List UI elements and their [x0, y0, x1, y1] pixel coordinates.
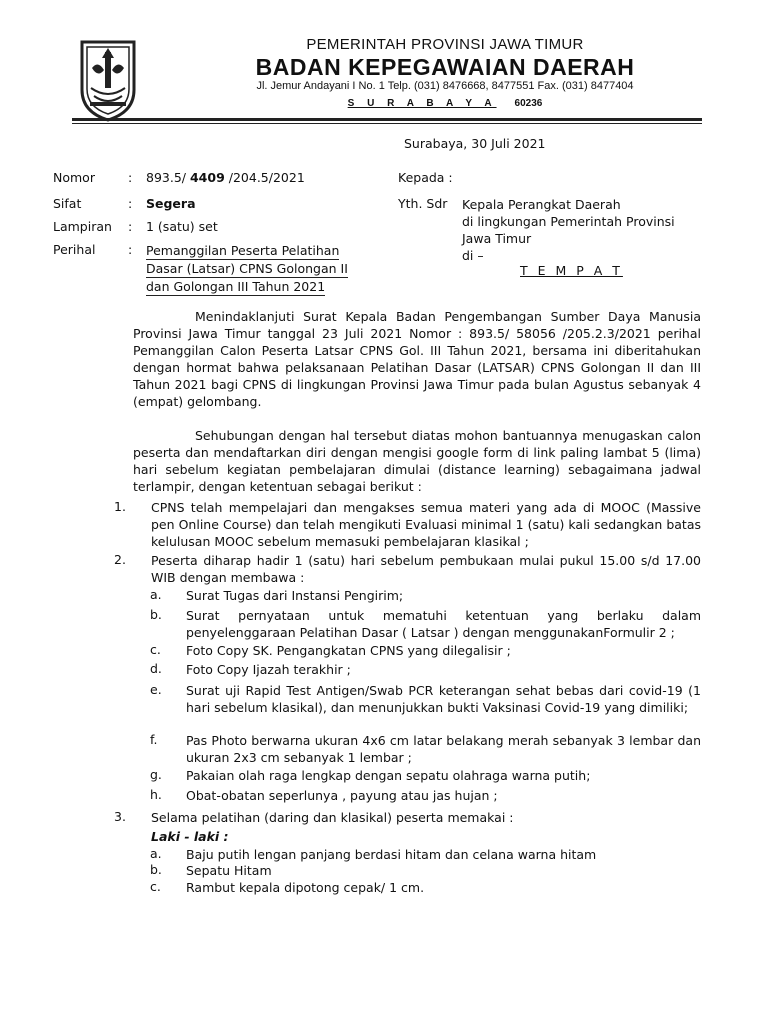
- kepada-label: Kepada :: [398, 170, 453, 185]
- sifat-colon: :: [128, 196, 133, 211]
- letterhead-city: S U R A B A Y A: [347, 98, 497, 109]
- letterhead-government: PEMERINTAH PROVINSI JAWA TIMUR: [306, 36, 584, 53]
- nomor-suffix: /204.5/2021: [224, 170, 305, 185]
- item-2a-letter: a.: [150, 587, 162, 602]
- laki-c-letter: c.: [150, 879, 161, 894]
- paragraph-1: [133, 308, 701, 410]
- nomor-value: [146, 170, 305, 185]
- nomor-label: Nomor: [53, 170, 95, 185]
- recipient-line: Kepala Perangkat Daerah: [462, 197, 621, 212]
- item-3-text: Selama pelatihan (daring dan klasikal) peserta memakai :: [151, 810, 514, 825]
- item-2d-text: Foto Copy Ijazah terakhir ;: [186, 662, 351, 677]
- item-2b-letter: b.: [150, 607, 162, 622]
- paragraph-2-text: Sehubungan dengan hal tersebut diatas mohon bantuannya menugaskan calon peserta dan mendaftarkan diri dengan mengisi google form di link paling lambat 5 (lima) hari sebelum kegiatan pembelajaran dimulai (distance learning) sebagaimana jadwal terlampir, dengan ketentuan sebagai berikut :: [133, 428, 701, 494]
- nomor-number: 4409: [189, 170, 225, 185]
- laki-laki-heading: Laki - laki :: [151, 829, 229, 844]
- lampiran-value: 1 (satu) set: [146, 219, 218, 234]
- laki-a-letter: a.: [150, 846, 162, 861]
- item-2-number: 2.: [114, 552, 126, 567]
- laki-c-text: Rambut kepala dipotong cepak/ 1 cm.: [186, 880, 425, 895]
- letterhead-address: Jl. Jemur Andayani I No. 1 Telp. (031) 8476668, 8477551 Fax. (031) 8477404: [256, 80, 634, 92]
- perihal-label: Perihal: [53, 242, 96, 257]
- letterhead-postcode: 60236: [514, 98, 543, 109]
- paragraph-2: [133, 427, 701, 495]
- lampiran-colon: :: [128, 219, 133, 234]
- sifat-label: Sifat: [53, 196, 82, 211]
- item-3-number: 3.: [114, 809, 126, 824]
- item-2h-text: Obat-obatan seperlunya , payung atau jas hujan ;: [186, 788, 498, 803]
- perihal-value: [146, 242, 362, 296]
- nomor-colon: :: [128, 170, 133, 185]
- item-2e-text: Surat uji Rapid Test Antigen/Swab PCR keterangan sehat bebas dari covid-19 (1 hari sebelum klasikal), dan menunjukkan bukti Vaksinasi Covid-19 yang dimiliki;: [186, 683, 701, 715]
- item-2f-text: Pas Photo berwarna ukuran 4x6 cm latar belakang merah sebanyak 3 lembar dan ukuran 2x3 cm sebanyak 1 lembar ;: [186, 733, 701, 765]
- recipient-line: di lingkungan Pemerintah Provinsi: [462, 214, 675, 229]
- letterhead-divider-thick: [72, 118, 702, 121]
- perihal-line: dan Golongan III Tahun 2021: [146, 279, 326, 294]
- item-1-text: CPNS telah mempelajari dan mengakses semua materi yang ada di MOOC (Massive pen Online Course) dan telah mengikuti Evaluasi minimal 1 (satu) kali sedangkan batas kelulusan MOOC sebelum memasuki pembelajaran klasikal ;: [151, 500, 701, 549]
- provincial-coat-of-arms-icon: [76, 38, 140, 122]
- letterhead-city-postcode: [190, 98, 700, 109]
- item-2c-text: Foto Copy SK. Pengangkatan CPNS yang dilegalisir ;: [186, 643, 511, 658]
- perihal-line: Pemanggilan Peserta Pelatihan: [146, 243, 340, 258]
- laki-a-text: Baju putih lengan panjang berdasi hitam dan celana warna hitam: [186, 847, 597, 862]
- yth-label: Yth. Sdr: [398, 196, 448, 211]
- laki-b-text: Sepatu Hitam: [186, 863, 272, 878]
- item-1-number: 1.: [114, 499, 126, 514]
- lampiran-label: Lampiran: [53, 219, 112, 234]
- item-2-text: Peserta diharap hadir 1 (satu) hari sebelum pembukaan mulai pukul 15.00 s/d 17.00 WIB dengan membawa :: [151, 553, 701, 585]
- item-2e-letter: e.: [150, 682, 162, 697]
- letterhead-divider-thin: [72, 123, 702, 124]
- paragraph-1-text: Menindaklanjuti Surat Kepala Badan Pengembangan Sumber Daya Manusia Provinsi Jawa Timur tanggal 23 Juli 2021 Nomor : 893.5/ 58056 /205.2.3/2021 perihal Pemanggilan Calon Peserta Latsar CPNS Gol. III Tahun 2021, bersama ini diberitahukan dengan hormat bahwa pelaksanaan Pelatihan Dasar (LATSAR) CPNS Golongan II dan III Tahun 2021 bagi CPNS di lingkungan Provinsi Jawa Timur pada bulan Agustus sebanyak 4 (empat) gelombang.: [133, 309, 701, 409]
- item-2d-letter: d.: [150, 661, 162, 676]
- letter-date: Surabaya, 30 Juli 2021: [404, 136, 546, 151]
- item-2g-letter: g.: [150, 767, 162, 782]
- item-2h-letter: h.: [150, 787, 162, 802]
- item-2a-text: Surat Tugas dari Instansi Pengirim;: [186, 588, 404, 603]
- nomor-prefix: 893.5/: [146, 170, 190, 185]
- perihal-line: Dasar (Latsar) CPNS Golongan II: [146, 261, 348, 276]
- recipient-line: Jawa Timur: [462, 231, 532, 246]
- item-2f-letter: f.: [150, 732, 158, 747]
- letterhead-agency: BADAN KEPEGAWAIAN DAERAH: [255, 54, 635, 80]
- recipient-tempat: T E M P A T: [520, 263, 623, 278]
- item-2b-text: Surat pernyataan untuk mematuhi ketentuan yang berlaku dalam penyelenggaraan Pelatihan Dasar ( Latsar ) dengan menggunakanFormulir 2 ;: [186, 608, 701, 640]
- item-2g-text: Pakaian olah raga lengkap dengan sepatu olahraga warna putih;: [186, 768, 591, 783]
- sifat-value: Segera: [146, 196, 196, 211]
- laki-b-letter: b.: [150, 862, 162, 877]
- perihal-colon: :: [128, 242, 133, 257]
- recipient-di: di –: [462, 248, 484, 263]
- item-2c-letter: c.: [150, 642, 161, 657]
- recipient-name: [462, 196, 675, 247]
